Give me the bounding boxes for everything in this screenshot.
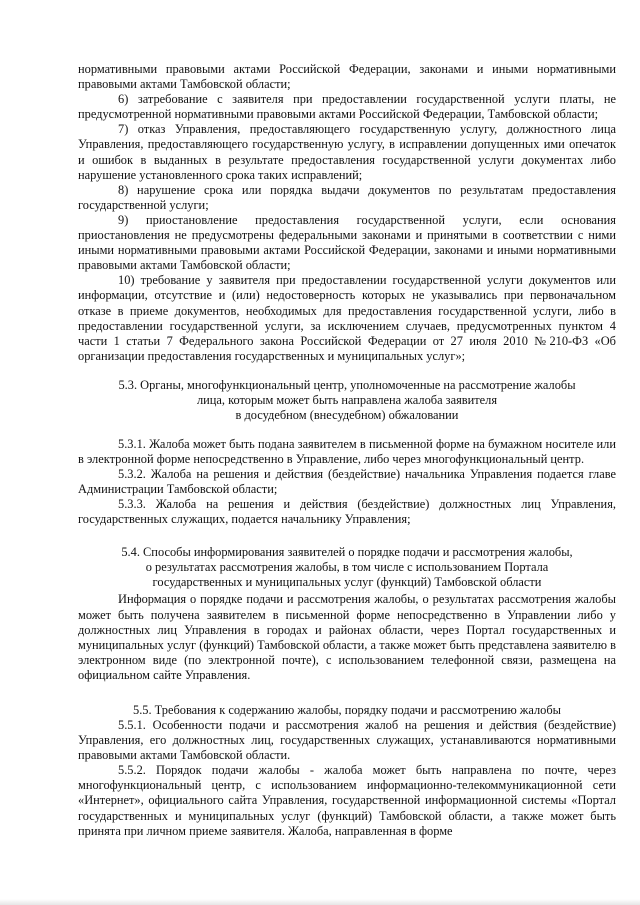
section-heading-5-4: [78, 545, 616, 590]
paragraph-5-4: Информация о порядке подачи и рассмотрения жалобы, о результатах рассмотрения жалобы может быть получена заявителем в письменной форме непосредственно в Управлении либо у должностных лиц Управления в городах и районах области, через Портал государственных и муниципальных услуг (функций) Тамбовской области, а также может быть представлена заявителю в электронном виде (по электронной почте), с использованием телефонной связи, размещена на официальном сайте Управления.: [78, 592, 616, 682]
paragraph-item-8: 8) нарушение срока или порядка выдачи документов по результатам предоставления государственной услуги;: [78, 182, 616, 212]
scan-edge: [0, 899, 640, 905]
paragraph-item-6: 6) затребование с заявителя при предоставлении государственной услуги платы, не предусмотренной нормативными правовыми актами Российской Федерации, Тамбовской области;: [78, 92, 616, 122]
heading-line: о результатах рассмотрения жалобы, в том числе с использованием Портала: [145, 560, 549, 575]
paragraph-5-3-1: 5.3.1. Жалоба может быть подана заявителем в письменной форме на бумажном носителе или в электронной форме непосредственно в Управление, либо через многофункциональный центр.: [78, 436, 616, 466]
paragraph-5-3-2: 5.3.2. Жалоба на решения и действия (бездействие) начальника Управления подается главе Администрации Тамбовской области;: [78, 467, 616, 497]
heading-line: лица, которым может быть направлена жалоба заявителя: [196, 392, 498, 407]
heading-line: в досудебном (внесудебном) обжаловании: [235, 407, 459, 422]
heading-line: 5.4. Способы информирования заявителей о порядке подачи и рассмотрения жалобы,: [121, 545, 573, 560]
paragraph-continuation: нормативными правовыми актами Российской Федерации, законами и иными нормативными правовыми актами Тамбовской области;: [78, 62, 616, 92]
paragraph-5-5-2: 5.5.2. Порядок подачи жалобы - жалоба может быть направлена по почте, через многофункциональный центр, с использованием информационно-телекоммуникационной сети «Интернет», официального сайта Управления, государственной информационной системы «Портал государственных и муниципальных услуг (функций) Тамбовской области, а также может быть принята при личном приеме заявителя. Жалоба, направленная в форме: [78, 763, 616, 838]
paragraph-5-5-1: 5.5.1. Особенности подачи и рассмотрения жалоб на решения и действия (бездействие) Управления, его должностных лиц, государственных служащих, устанавливаются нормативными правовыми актами Тамбовской области.: [78, 718, 616, 763]
section-heading-5-5: [78, 703, 616, 718]
paragraph-item-10: 10) требование у заявителя при предоставлении государственной услуги документов или информации, отсутствие и (или) недостоверность которых не указывались при первоначальном отказе в приеме документов, необходимых для предоставления государственной услуги, либо в предоставлении государственной услуги, за исключением случаев, предусмотренных пунктом 4 части 1 статьи 7 Федерального закона Российской Федерации от 27 июля 2010 №210-ФЗ «Об организации предоставления государственных и муниципальных услуг»;: [78, 273, 616, 363]
paragraph-item-9: 9) приостановление предоставления государственной услуги, если основания приостановления не предусмотрены федеральными законами и принятыми в соответствии с ними иными нормативными правовыми актами Российской Федерации, законами и иными нормативными правовыми актами Тамбовской области;: [78, 212, 616, 273]
document-body: [78, 62, 616, 839]
heading-line: 5.3. Органы, многофункциональный центр, уполномоченные на рассмотрение жалобы: [118, 377, 576, 392]
paragraph-item-7: 7) отказ Управления, предоставляющего государственную услугу, должностного лица Управления, предоставляющего государственную услугу, в исправлении допущенных ими опечаток и ошибок в выданных в результате предоставления государственной услуги документах либо нарушение установленного срока таких исправлений;: [78, 122, 616, 182]
heading-line: государственных и муниципальных услуг (функций) Тамбовской области: [152, 575, 542, 590]
section-heading-5-3: [78, 378, 616, 423]
heading-line: 5.5. Требования к содержанию жалобы, порядку подачи и рассмотрению жалобы: [133, 703, 561, 717]
paragraph-5-3-3: 5.3.3. Жалоба на решения и действия (бездействие) должностных лиц Управления, государственных служащих, подается начальнику Управления;: [78, 497, 616, 527]
